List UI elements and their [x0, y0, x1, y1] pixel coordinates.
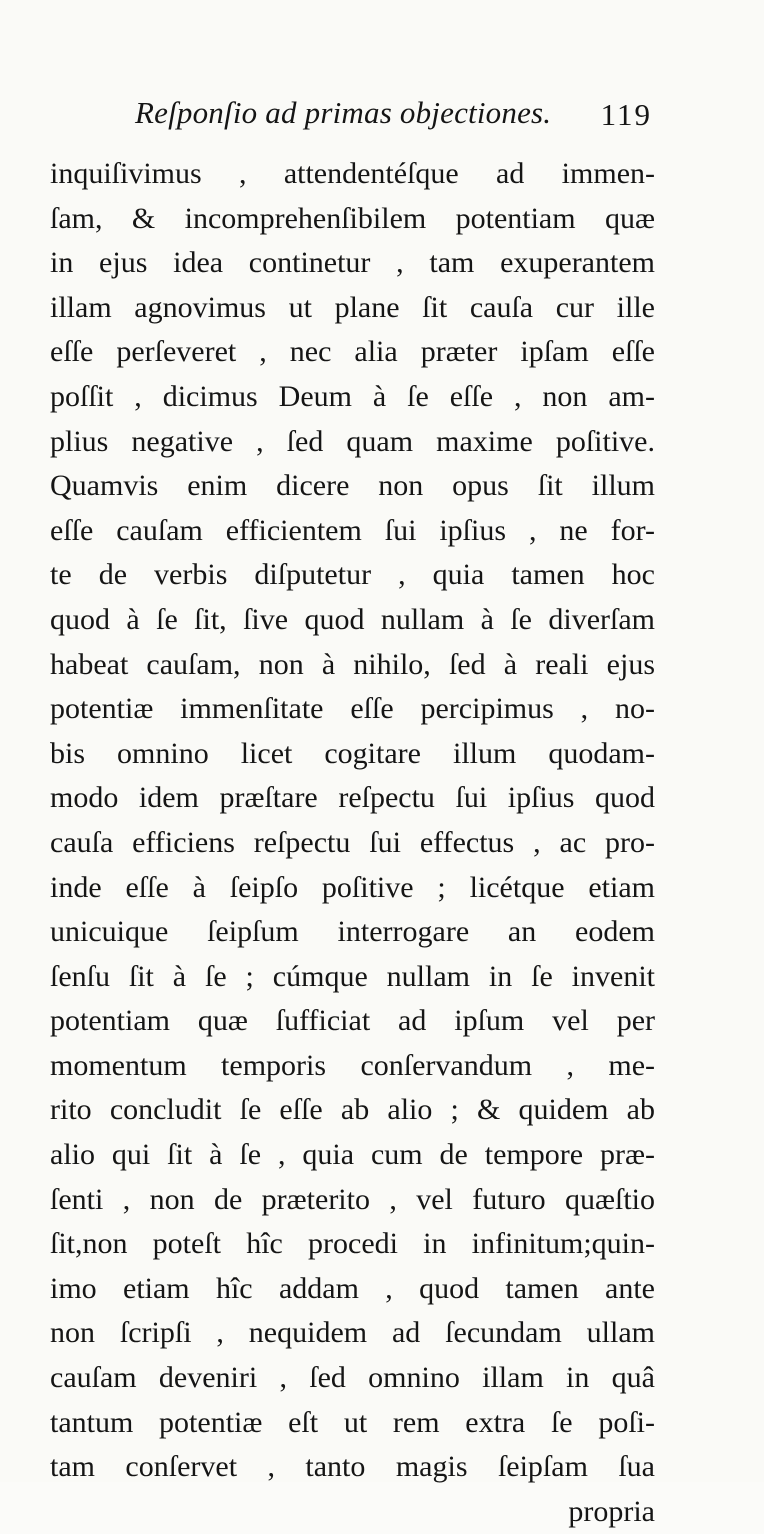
text-line: plius negative , ſed quam maxime poſitive. [50, 424, 655, 458]
text-line: te de verbis diſputetur , quia tamen hoc [50, 558, 655, 592]
text-line: potentiam quæ ſufficiat ad ipſum vel per [50, 1004, 655, 1038]
text-line: cauſam deveniri , ſed omnino illam in quâ [50, 1361, 655, 1395]
text-line: inde eſſe à ſeipſo poſitive ; licétque etiam [50, 870, 655, 904]
text-line: cauſa efficiens reſpectu ſui effectus , ac pro- [50, 825, 655, 859]
text-line: eſſe cauſam efficientem ſui ipſius , ne for- [50, 513, 655, 547]
page-header [135, 95, 660, 145]
text-line: quod à ſe ſit, ſive quod nullam à ſe diverſam [50, 602, 655, 636]
text-line: ſenſu ſit à ſe ; cúmque nullam in ſe invenit [50, 959, 655, 993]
text-line: unicuique ſeipſum interrogare an eodem [50, 915, 655, 949]
text-line: alio qui ſit à ſe , quia cum de tempore præ- [50, 1138, 655, 1172]
text-line: propria [568, 1494, 655, 1528]
text-line: poſſit , dicimus Deum à ſe eſſe , non am- [50, 379, 655, 413]
text-line: potentiæ immenſitate eſſe percipimus , no- [50, 692, 655, 726]
text-line: rito concludit ſe eſſe ab alio ; & quidem ab [50, 1093, 655, 1127]
text-line: in ejus idea continetur , tam exuperantem [50, 246, 655, 280]
text-line: habeat cauſam, non à nihilo, ſed à reali ejus [50, 647, 655, 681]
body-text [50, 152, 655, 1534]
text-line: tantum potentiæ eſt ut rem extra ſe poſi- [50, 1405, 655, 1439]
text-line: momentum temporis conſervandum , me- [50, 1048, 655, 1082]
text-line: non ſcripſi , nequidem ad ſecundam ullam [50, 1316, 655, 1350]
text-line: ſenti , non de præterito , vel futuro quæſtio [50, 1182, 655, 1216]
text-line: modo idem præſtare reſpectu ſui ipſius quod [50, 781, 655, 815]
text-line: imo etiam hîc addam , quod tamen ante [50, 1271, 655, 1305]
text-line: illam agnovimus ut plane ſit cauſa cur ille [50, 290, 655, 324]
text-line: ſit,non poteſt hîc procedi in infinitum;quin- [50, 1227, 655, 1261]
page-number: 119 [600, 97, 652, 132]
text-line: bis omnino licet cogitare illum quodam- [50, 736, 655, 770]
text-line: tam conſervet , tanto magis ſeipſam ſua [50, 1450, 655, 1484]
text-line: ſam, & incomprehenſibilem potentiam quæ [50, 201, 655, 235]
text-line: Quamvis enim dicere non opus ſit illum [50, 469, 655, 503]
text-line: eſſe perſeveret , nec alia præter ipſam eſſe [50, 335, 655, 369]
running-title: Reſponſio ad primas objectiones. [135, 95, 552, 130]
text-line: inquiſivimus , attendentéſque ad immen- [50, 157, 655, 190]
